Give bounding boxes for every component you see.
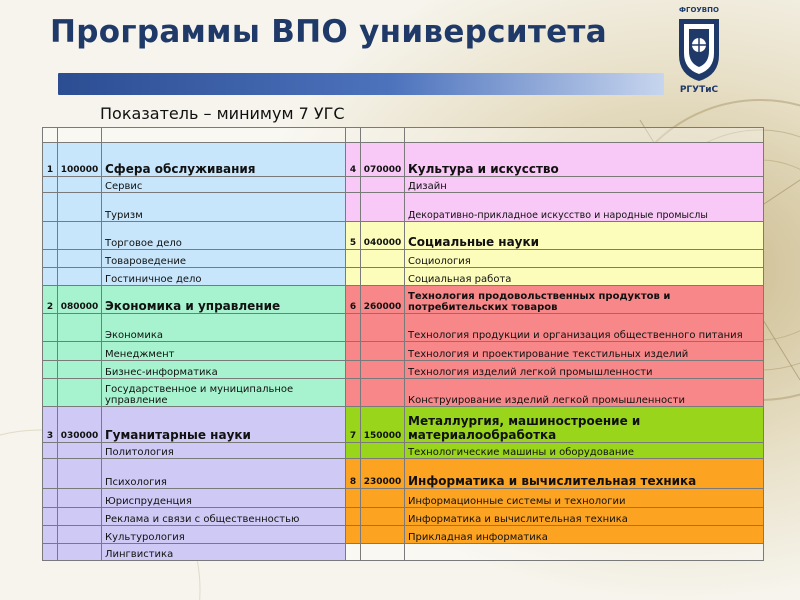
title-underline-bar (58, 73, 664, 95)
group-name: Гуманитарные науки (102, 406, 346, 442)
programs-table-wrap (42, 127, 763, 561)
group-name: Культура и искусство (405, 143, 764, 177)
table-row (43, 143, 764, 177)
program-name: Социология (405, 249, 764, 267)
programs-table (42, 127, 764, 561)
group-code: 070000 (361, 143, 405, 177)
program-name: Государственное и муниципальное управление (102, 378, 346, 406)
group-code: 040000 (361, 221, 405, 249)
program-name: Конструирование изделий легкой промышленности (405, 378, 764, 406)
table-row (43, 507, 764, 525)
program-name: Технология изделий легкой промышленности (405, 360, 764, 378)
group-code: 230000 (361, 459, 405, 489)
program-name: Политология (102, 443, 346, 459)
group-code: 150000 (361, 406, 405, 442)
program-name: Социальная работа (405, 267, 764, 285)
table-row (43, 221, 764, 249)
table-row (43, 489, 764, 507)
group-code: 260000 (361, 286, 405, 314)
table-row (43, 360, 764, 378)
table-row (43, 459, 764, 489)
program-name: Технология и проектирование текстильных изделий (405, 342, 764, 360)
table-row (43, 342, 764, 360)
group-code: 030000 (58, 406, 102, 442)
program-name: Декоративно-прикладное искусство и народные промыслы (405, 193, 764, 221)
program-name: Информационные системы и технологии (405, 489, 764, 507)
program-name: Гостиничное дело (102, 267, 346, 285)
group-number: 6 (346, 286, 361, 314)
program-name: Дизайн (405, 177, 764, 193)
program-name: Сервис (102, 177, 346, 193)
university-logo (669, 6, 729, 100)
table-row (43, 314, 764, 342)
program-name: Технология продукции и организация общественного питания (405, 314, 764, 342)
group-number: 3 (43, 406, 58, 442)
program-name: Экономика (102, 314, 346, 342)
program-name: Юриспруденция (102, 489, 346, 507)
table-row (43, 193, 764, 221)
table-row (43, 249, 764, 267)
program-name: Бизнес-информатика (102, 360, 346, 378)
table-row (43, 443, 764, 459)
group-name: Металлургия, машиностроение и материалообработка (405, 406, 764, 442)
table-row (43, 286, 764, 314)
program-name: Технологические машины и оборудование (405, 443, 764, 459)
program-name: Реклама и связи с общественностью (102, 507, 346, 525)
table-row (43, 177, 764, 193)
program-name: Торговое дело (102, 221, 346, 249)
group-number: 8 (346, 459, 361, 489)
program-name: Менеджмент (102, 342, 346, 360)
logo-top-text: ФГОУВПО (679, 6, 719, 14)
program-name: Психология (102, 459, 346, 489)
group-code: 100000 (58, 143, 102, 177)
program-name: Туризм (102, 193, 346, 221)
program-name: Информатика и вычислительная техника (405, 507, 764, 525)
table-row (43, 378, 764, 406)
group-name: Экономика и управление (102, 286, 346, 314)
group-name: Сфера обслуживания (102, 143, 346, 177)
page-title: Программы ВПО университета (50, 14, 607, 50)
group-name: Социальные науки (405, 221, 764, 249)
table-row (43, 128, 764, 143)
group-number: 4 (346, 143, 361, 177)
program-name: Лингвистика (102, 543, 346, 560)
program-name: Товароведение (102, 249, 346, 267)
group-name: Технология продовольственных продуктов и потребительских товаров (405, 286, 764, 314)
group-number: 2 (43, 286, 58, 314)
group-number: 5 (346, 221, 361, 249)
group-number: 1 (43, 143, 58, 177)
table-row (43, 267, 764, 285)
group-name: Информатика и вычислительная техника (405, 459, 764, 489)
logo-bottom-text: РГУТиС (679, 85, 719, 95)
table-row (43, 525, 764, 543)
group-number: 7 (346, 406, 361, 442)
subtitle: Показатель – минимум 7 УГС (100, 104, 345, 123)
table-row (43, 543, 764, 560)
table-row (43, 406, 764, 442)
emblem-icon (675, 15, 723, 83)
group-code: 080000 (58, 286, 102, 314)
program-name: Культурология (102, 525, 346, 543)
program-name: Прикладная информатика (405, 525, 764, 543)
